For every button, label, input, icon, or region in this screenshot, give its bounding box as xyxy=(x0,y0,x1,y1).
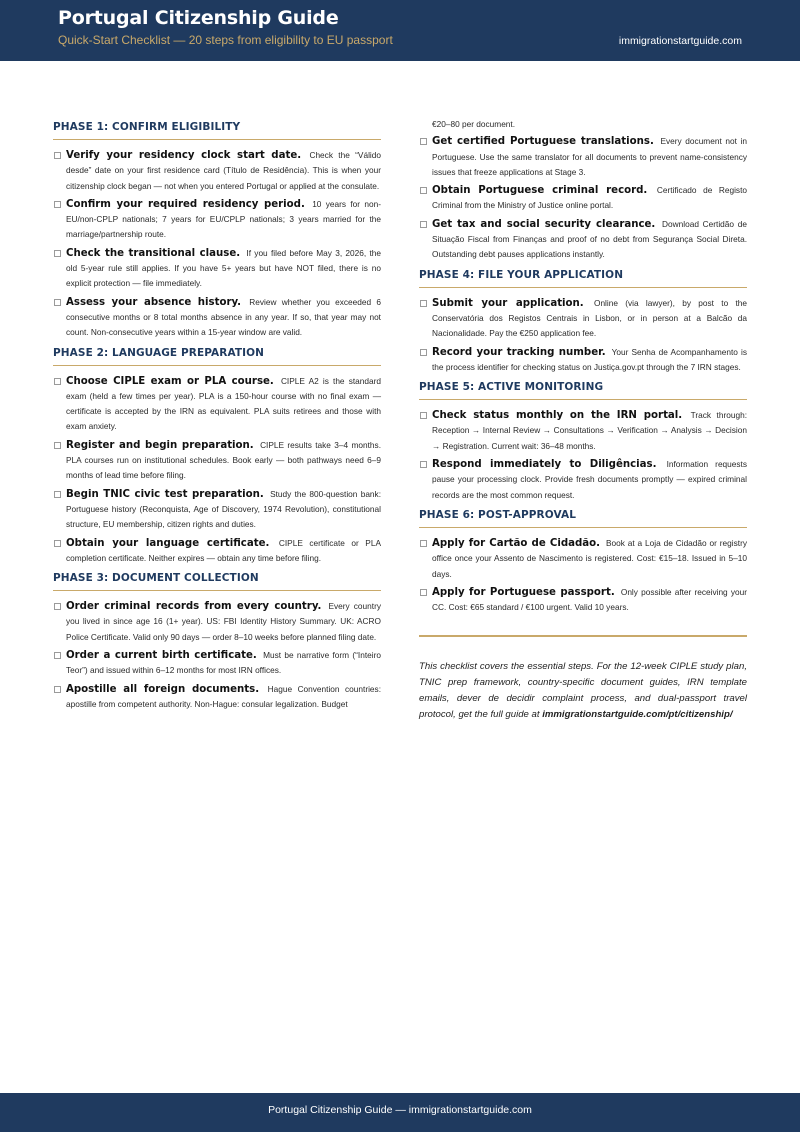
checkbox[interactable] xyxy=(420,138,427,145)
item-lead: Get tax and social security clearance. xyxy=(432,218,656,230)
item-text: Study the 800-question bank: Portuguese history (Reconquista, Age of Discovery, 1974 Revolution), constitutional structure, EU membership, citizen rights and duties. xyxy=(66,488,381,530)
item-lead: Begin TNIC civic test preparation. xyxy=(66,488,264,500)
checkbox[interactable] xyxy=(54,250,61,257)
checkbox[interactable] xyxy=(54,686,61,693)
guide-link[interactable]: immigrationstartguide.com/pt/citizenship/ xyxy=(542,708,733,720)
checkbox[interactable] xyxy=(420,187,427,194)
item-continuation: €20–80 per document. xyxy=(432,119,516,129)
checkbox[interactable] xyxy=(54,378,61,385)
checklist-item xyxy=(419,345,747,376)
phase-heading: PHASE 2: LANGUAGE PREPARATION xyxy=(53,344,381,366)
item-text: Certificado de Registo Criminal from the Ministry of Justice online portal. xyxy=(432,185,747,211)
checkbox[interactable] xyxy=(54,299,61,306)
item-text: CIPLE A2 is the standard exam (held a few times per year). PLA is a 150-hour course with no final exam — certificate is accepted by the IRN as equivalent. PLA suits retirees and those with exam anxiety. xyxy=(66,375,381,432)
phase-heading: PHASE 1: CONFIRM ELIGIBILITY xyxy=(53,118,381,140)
item-lead: Register and begin preparation. xyxy=(66,439,254,451)
checkbox[interactable] xyxy=(420,349,427,356)
item-lead: Get certified Portuguese translations. xyxy=(432,136,654,148)
item-lead: Apply for Cartão de Cidadão. xyxy=(432,537,601,549)
item-text: CIPLE results take 3–4 months. PLA courses run on institutional schedules. Book early — both pathways need 6–9 months of lead time before filing. xyxy=(66,439,381,481)
divider xyxy=(419,635,747,637)
note-text: This checklist covers the essential steps. For the 12-week CIPLE study plan, TNIC prep framework, country-specific document guides, IRN template emails, dever de decidir complaint process, and dual-passport travel protocol, get the full guide at xyxy=(419,660,747,720)
checkbox[interactable] xyxy=(54,442,61,449)
item-lead: Obtain your language certificate. xyxy=(66,537,270,549)
checkbox[interactable] xyxy=(54,540,61,547)
checkbox[interactable] xyxy=(420,461,427,468)
item-text: CIPLE certificate or PLA completion certificate. Neither expires — obtain any time before filing. xyxy=(66,537,381,563)
checklist-item xyxy=(419,296,747,342)
item-lead: Obtain Portuguese criminal record. xyxy=(432,185,648,197)
item-text: If you filed before May 3, 2026, the old 5-year rule still applies. If you have 5+ years but have NOT filed, there is no explicit protection — file immediately. xyxy=(66,247,381,289)
item-text: 10 years for non-EU/non-CPLP nationals; 7 years for EU/CPLP nationals; 3 years married for the marriage/partnership route. xyxy=(66,198,381,240)
checklist-item xyxy=(53,374,381,435)
phase-heading: PHASE 4: FILE YOUR APPLICATION xyxy=(419,266,747,288)
item-lead: Verify your residency clock start date. xyxy=(66,150,302,161)
item-text: Every document not in Portuguese. Use the same translator for all documents to prevent name-consistency issues that freeze applications at Stage 3. xyxy=(432,136,747,177)
closing-note xyxy=(419,659,747,723)
item-lead: Order criminal records from every country. xyxy=(66,601,322,613)
footer-text: Portugal Citizenship Guide — immigrationstartguide.com xyxy=(268,1104,532,1116)
checklist-item xyxy=(419,536,747,582)
item-lead: Check status monthly on the IRN portal. xyxy=(432,410,683,422)
checkbox[interactable] xyxy=(420,221,427,228)
item-lead: Assess your absence history. xyxy=(66,296,242,308)
item-lead: Check the transitional clause. xyxy=(66,247,241,259)
item-text: Book at a Loja de Cidadão or registry office once your Assento de Nascimento is registered. Cost: €15–18. Issued in 5–10 days. xyxy=(432,537,747,579)
checkbox[interactable] xyxy=(54,491,61,498)
item-lead: Confirm your required residency period. xyxy=(66,198,305,210)
item-lead: Apply for Portuguese passport. xyxy=(432,586,615,598)
phase-heading: PHASE 3: DOCUMENT COLLECTION xyxy=(53,569,381,591)
item-text: Must be narrative form (“Inteiro Teor”) and issued within 6–12 months for most IRN offices. xyxy=(66,650,381,676)
checklist-item xyxy=(419,585,747,616)
checklist-item xyxy=(419,183,747,214)
right-column xyxy=(419,119,747,723)
item-text: Every country you lived in since age 16 (1+ year). US: FBI Identity History Summary. UK: ACRO Police Certificate. Valid only 90 days — order 8–10 weeks before planned filing date. xyxy=(66,601,381,642)
item-text: Review whether you exceeded 6 consecutive months or 8 total months absence in any year. If so, that year may not count. Non-consecutive years within a 15-year window are valid. xyxy=(66,296,381,338)
checklist-item xyxy=(419,217,747,263)
document-subtitle: Quick-Start Checklist — 20 steps from eligibility to EU passport xyxy=(58,33,393,47)
checklist-item xyxy=(53,648,381,679)
item-text: Track through: Reception → Internal Review → Consultations → Verification → Analysis → Decision → Registration. Current wait: 36–48 months. xyxy=(432,410,748,451)
checkbox[interactable] xyxy=(54,201,61,208)
checklist-item xyxy=(419,457,747,503)
item-text: Hague Convention countries: apostille from competent authority. Non-Hague: consular legalization. Budget xyxy=(66,683,381,709)
item-lead: Apostille all foreign documents. xyxy=(66,683,260,695)
item-lead: Choose CIPLE exam or PLA course. xyxy=(66,375,274,387)
checklist-item xyxy=(53,295,381,341)
item-text: Only possible after receiving your CC. Cost: €65 standard / €100 urgent. Valid 10 years. xyxy=(432,586,747,613)
header-site-link[interactable]: immigrationstartguide.com xyxy=(618,35,742,47)
checklist-item xyxy=(53,536,381,567)
checklist-item xyxy=(53,197,381,243)
item-lead: Respond immediately to Diligências. xyxy=(432,459,657,471)
checkbox[interactable] xyxy=(420,300,427,307)
checkbox[interactable] xyxy=(420,412,427,419)
checkbox[interactable] xyxy=(54,603,61,610)
header-banner xyxy=(0,0,800,61)
item-lead: Record your tracking number. xyxy=(432,346,606,358)
checkbox[interactable] xyxy=(54,152,61,159)
checkbox[interactable] xyxy=(420,589,427,596)
phase-heading: PHASE 5: ACTIVE MONITORING xyxy=(419,378,747,400)
checklist-item xyxy=(53,246,381,292)
checklist-item xyxy=(53,487,381,533)
document-title: Portugal Citizenship Guide xyxy=(58,7,339,29)
checklist-item xyxy=(53,438,381,484)
left-column xyxy=(53,118,381,715)
checkbox[interactable] xyxy=(54,652,61,659)
checkbox[interactable] xyxy=(420,540,427,547)
checklist-item xyxy=(419,134,747,180)
item-lead: Order a current birth certificate. xyxy=(66,650,257,662)
checklist-item xyxy=(53,148,381,194)
item-text: Download Certidão de Situação Fiscal from Finanças and proof of no debt from Segurança Social Direta. Outstanding debt pauses applications instantly. xyxy=(432,218,747,260)
item-lead: Submit your application. xyxy=(432,297,584,309)
checklist-item xyxy=(419,408,747,454)
item-text: Check the “Válido desde” date on your first residence card (Título de Residência). This is when your citizenship clock began — not when you entered Portugal or applied at the consulate. xyxy=(66,150,381,191)
item-text: Your Senha de Acompanhamento is the process identifier for checking status on Justiça.gov.pt through the 7 IRN stages. xyxy=(432,346,748,372)
checklist-item xyxy=(53,682,381,713)
phase-heading: PHASE 6: POST-APPROVAL xyxy=(419,506,747,528)
footer-banner xyxy=(0,1093,800,1132)
checklist-item xyxy=(53,599,381,645)
item-text: Information requests pause your processing clock. Provide fresh documents promptly — expired criminal records are the most common request. xyxy=(432,459,748,500)
item-text: Online (via lawyer), by post to the Conservatória dos Registos Centrais in Lisbon, or in person at a Balcão da Nacionalidade. Pay the €250 application fee. xyxy=(432,297,748,339)
